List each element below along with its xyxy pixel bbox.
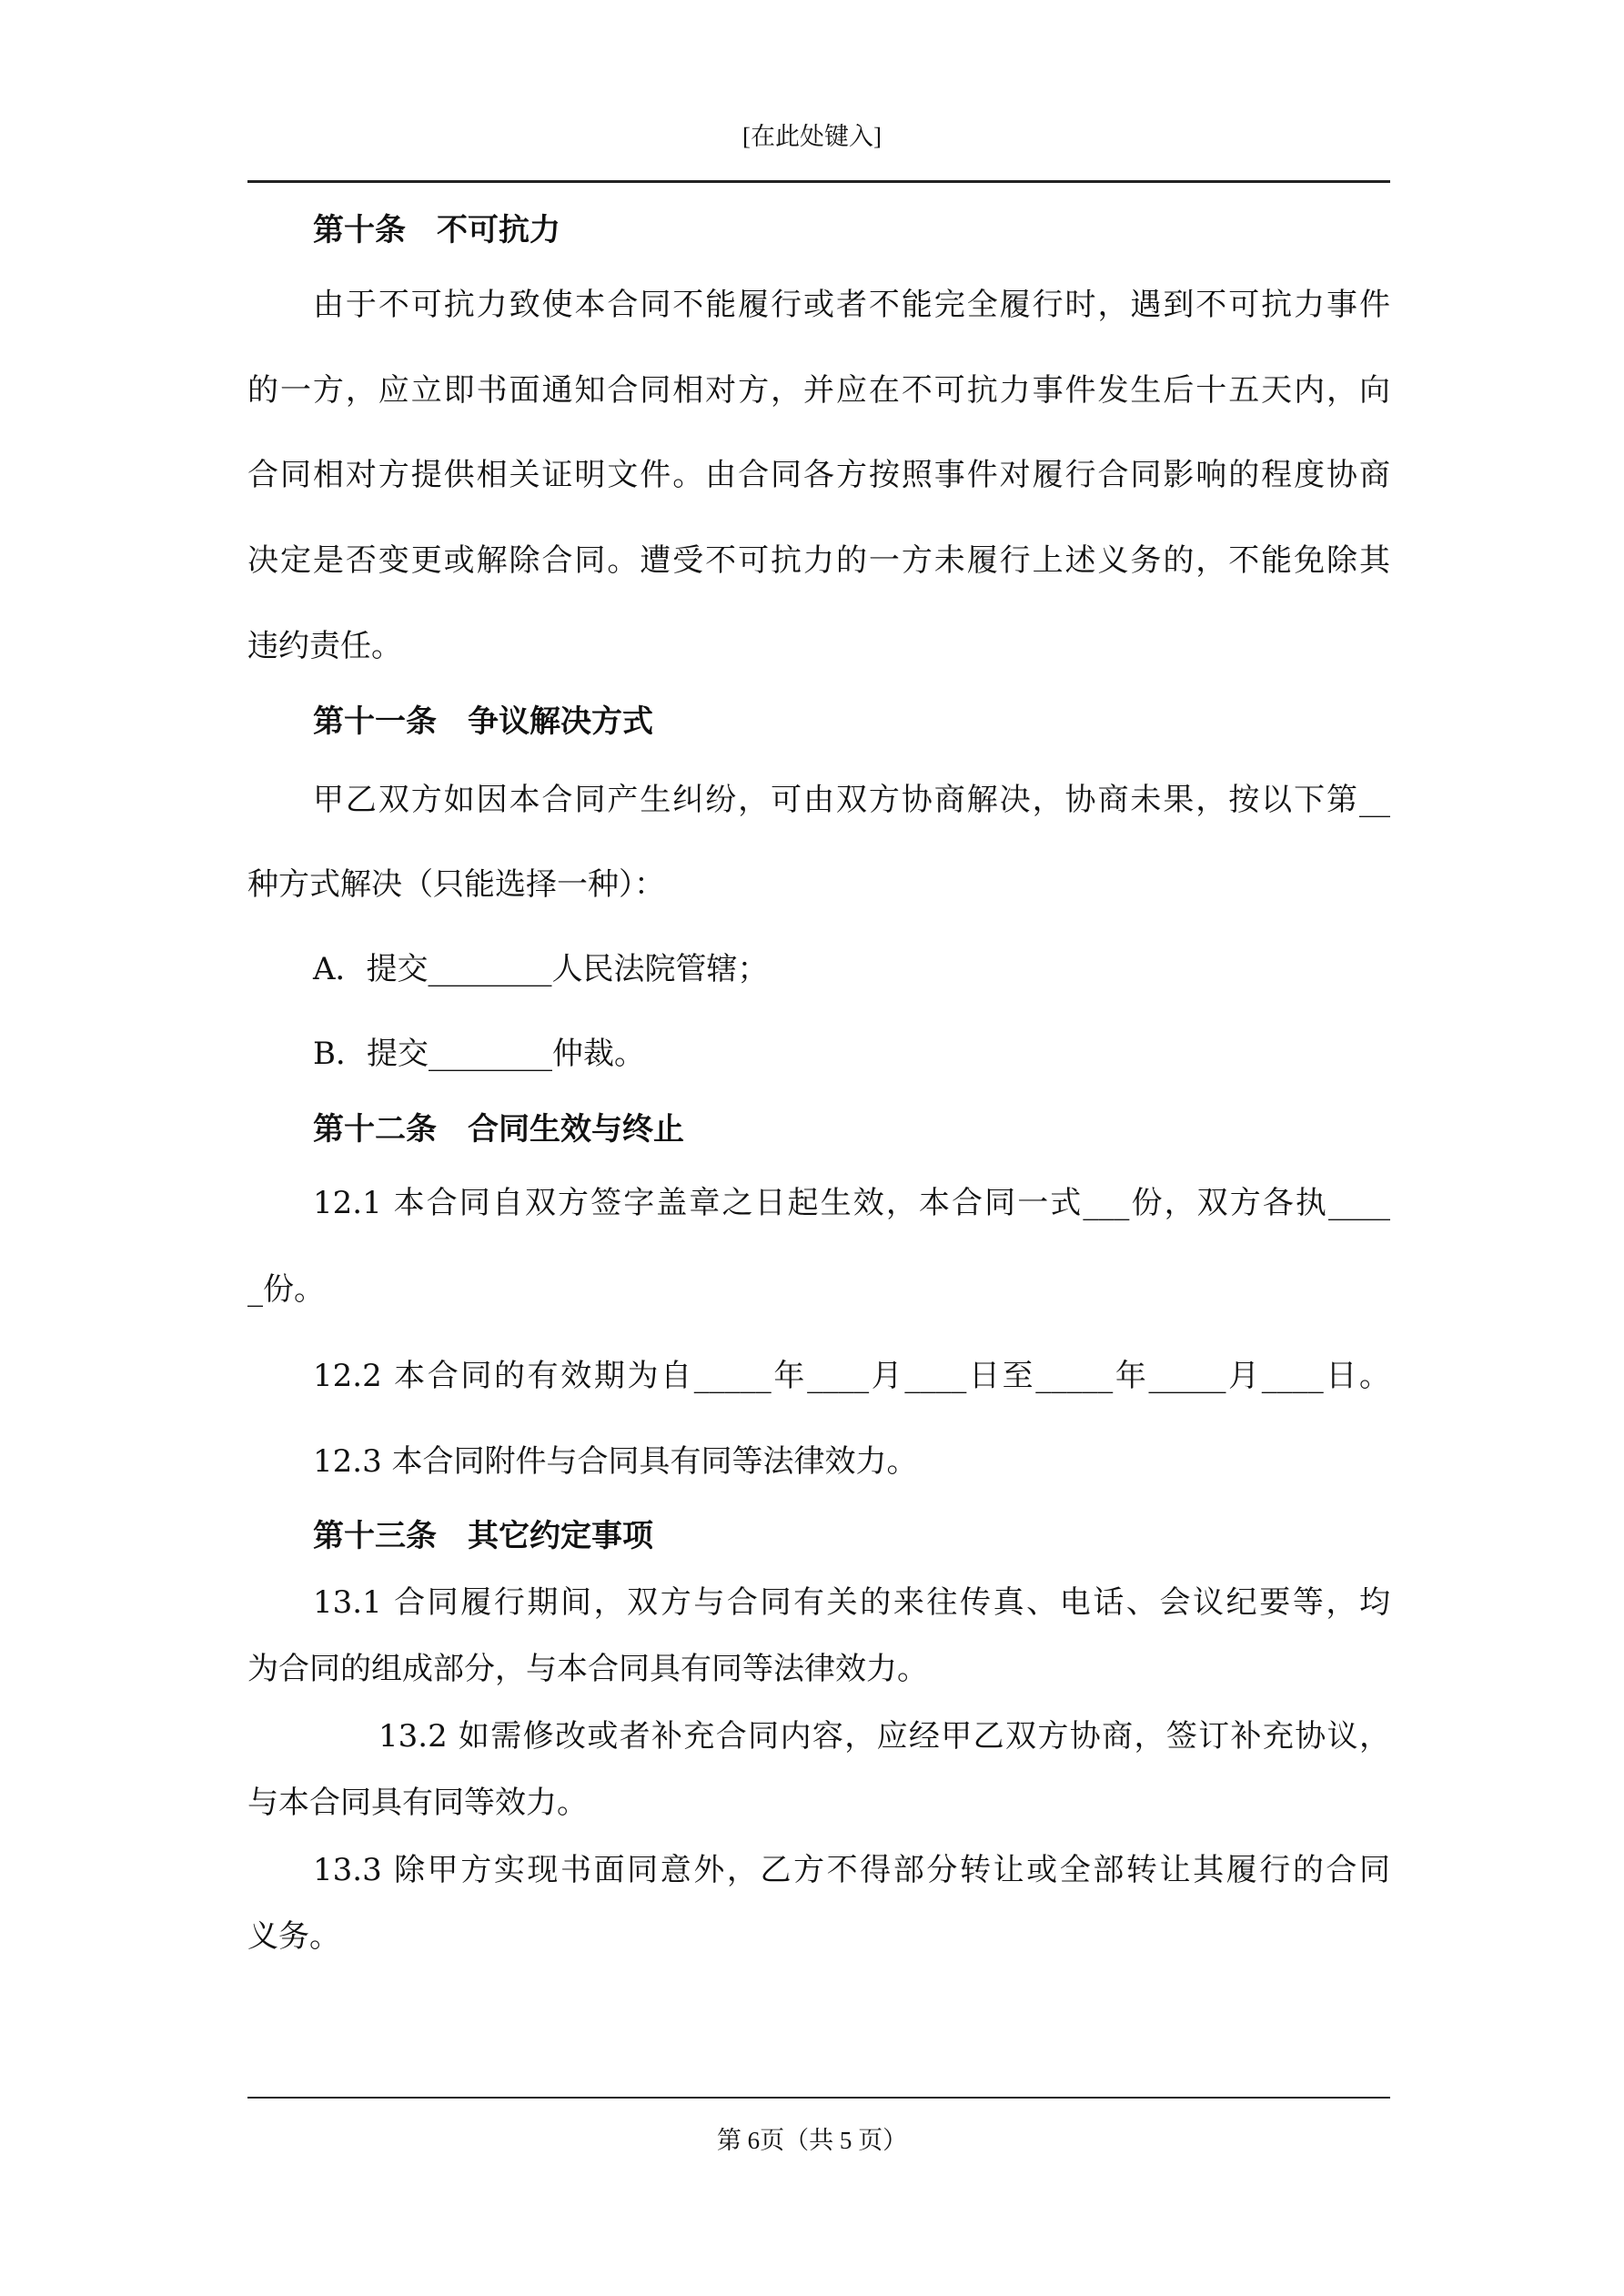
article13-clause1-line: 为合同的组成部分，与本合同具有同等法律效力。 (247, 1651, 928, 1687)
article11-line: 种方式解决（只能选择一种）： (247, 866, 665, 903)
article13-clause1-line: 13.1 合同履行期间，双方与合同有关的来往传真、电话、会议纪要等，均 (313, 1584, 1390, 1621)
article10-line: 由于不可抗力致使本合同不能履行或者不能完全履行时，遇到不可抗力事件 (313, 287, 1390, 323)
article11-heading: 第十一条 争议解决方式 (313, 703, 653, 740)
article13-clause3-line: 义务。 (247, 1918, 340, 1955)
article13-clause3-line: 13.3 除甲方实现书面同意外，乙方不得部分转让或全部转让其履行的合同 (313, 1852, 1390, 1888)
article10-line: 合同相对方提供相关证明文件。由合同各方按照事件对履行合同影响的程度协商 (247, 457, 1390, 493)
article12-clause1-line: 12.1 本合同自双方签字盖章之日起生效，本合同一式___份，双方各执____ (313, 1185, 1390, 1221)
footer-rule (247, 2097, 1390, 2099)
page-footer: 第 6页（共 5 页） (716, 2127, 908, 2154)
article13-clause2-line: 13.2 如需修改或者补充合同内容，应经甲乙双方协商，签订补充协议， (378, 1718, 1390, 1755)
article11-line: 甲乙双方如因本合同产生纠纷，可由双方协商解决，协商未果，按以下第__ (313, 782, 1390, 818)
article10-line: 违约责任。 (247, 628, 402, 664)
article12-clause3: 12.3 本合同附件与合同具有同等法律效力。 (313, 1443, 918, 1480)
article11-option-b: B．提交________仲裁。 (313, 1036, 645, 1072)
article12-clause1-line: _份。 (247, 1271, 325, 1308)
article12-heading: 第十二条 合同生效与终止 (313, 1111, 684, 1148)
article10-line: 的一方，应立即书面通知合同相对方，并应在不可抗力事件发生后十五天内，向 (247, 372, 1390, 409)
page-header: [在此处键入] (742, 123, 882, 150)
article12-clause2: 12.2 本合同的有效期为自_____年____月____日至_____年_____月____日。 (313, 1358, 1390, 1394)
article10-heading: 第十条 不可抗力 (313, 212, 560, 248)
article13-clause2-line: 与本合同具有同等效力。 (247, 1785, 588, 1821)
article10-line: 决定是否变更或解除合同。遭受不可抗力的一方未履行上述义务的，不能免除其 (247, 542, 1390, 579)
header-rule (247, 180, 1390, 183)
article11-option-a: A．提交________人民法院管辖； (313, 951, 769, 987)
article13-heading: 第十三条 其它约定事项 (313, 1518, 653, 1554)
